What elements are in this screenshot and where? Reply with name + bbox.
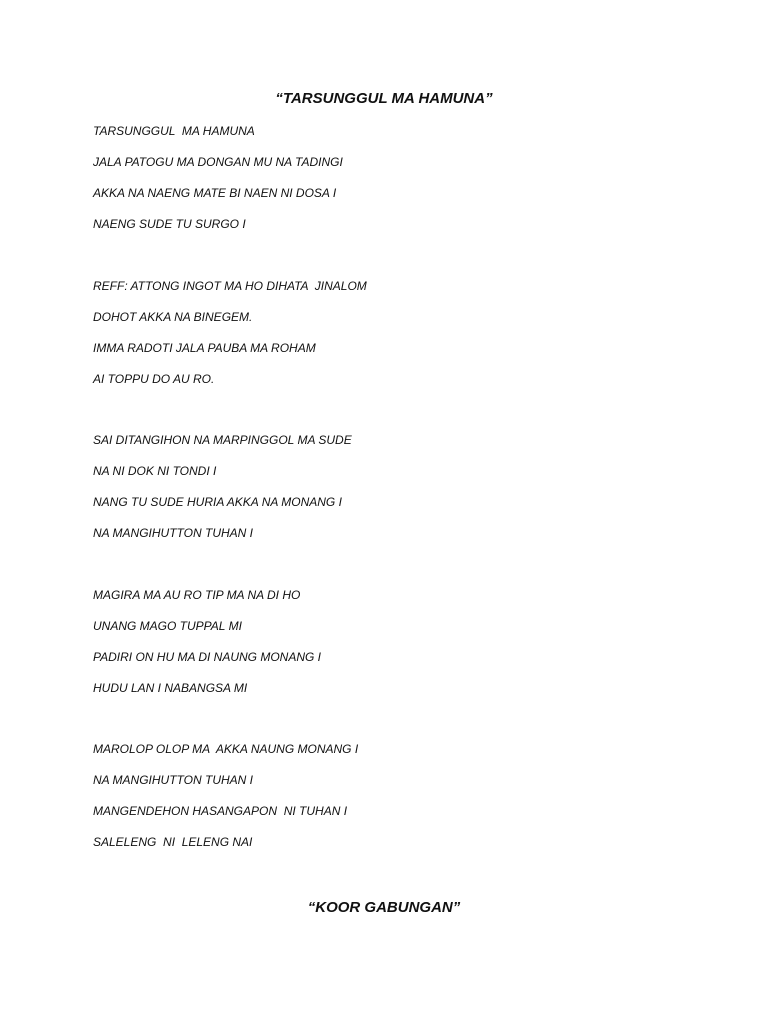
lyric-line: NA NI DOK NI TONDI I [93, 464, 217, 478]
lyric-line: NA MANGIHUTTON TUHAN I [93, 526, 254, 540]
lyric-line: NA MANGIHUTTON TUHAN I [93, 773, 254, 787]
lyric-line: AKKA NA NAENG MATE BI NAEN NI DOSA I [93, 186, 337, 200]
chorus-line: IMMA RADOTI JALA PAUBA MA ROHAM [93, 341, 316, 355]
lyric-line: MANGENDEHON HASANGAPON NI TUHAN I [93, 804, 348, 818]
section-title: “KOOR GABUNGAN” [307, 899, 461, 916]
lyric-line: MAGIRA MA AU RO TIP MA NA DI HO [93, 588, 301, 602]
chorus-line: AI TOPPU DO AU RO. [93, 372, 215, 386]
chorus-line: REFF: ATTONG INGOT MA HO DIHATA JINALOM [93, 279, 367, 293]
lyric-line: UNANG MAGO TUPPAL MI [93, 619, 242, 633]
lyric-line: NAENG SUDE TU SURGO I [93, 217, 246, 231]
lyric-line: PADIRI ON HU MA DI NAUNG MONANG I [93, 650, 322, 664]
lyric-line: TARSUNGGUL MA HAMUNA [93, 124, 255, 138]
lyric-line: MAROLOP OLOP MA AKKA NAUNG MONANG I [93, 742, 359, 756]
chorus-line: DOHOT AKKA NA BINEGEM. [93, 310, 253, 324]
lyric-line: JALA PATOGU MA DONGAN MU NA TADINGI [93, 155, 343, 169]
lyric-line: HUDU LAN I NABANGSA MI [93, 681, 248, 695]
lyric-line: SAI DITANGIHON NA MARPINGGOL MA SUDE [93, 433, 352, 447]
lyric-line: NANG TU SUDE HURIA AKKA NA MONANG I [93, 495, 342, 509]
song-title: “TARSUNGGUL MA HAMUNA” [275, 90, 493, 107]
lyric-line: SALELENG NI LELENG NAI [93, 835, 253, 849]
